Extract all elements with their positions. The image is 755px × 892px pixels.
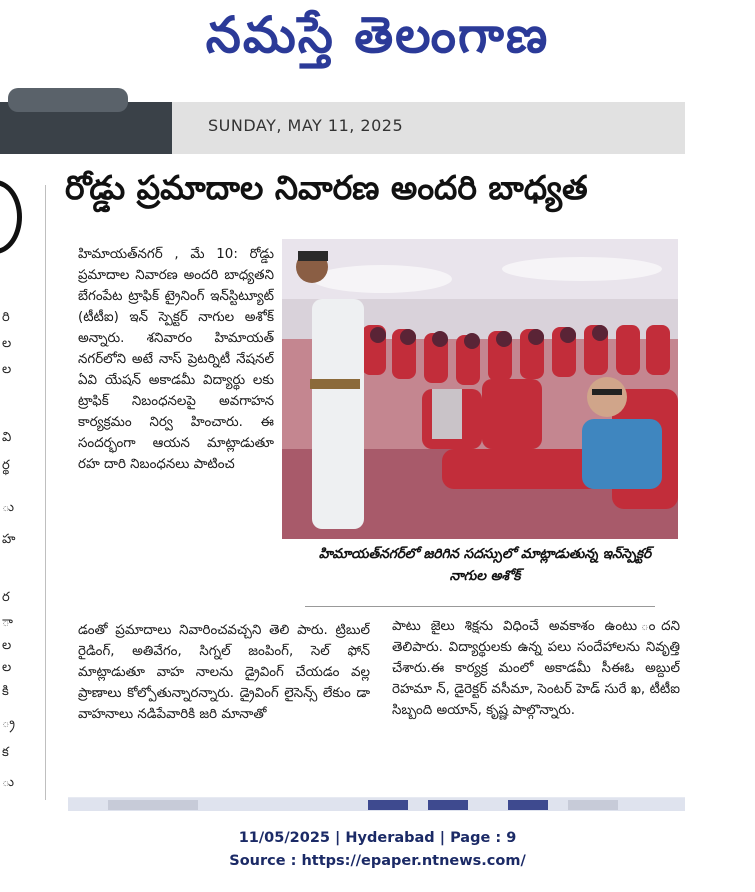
ad-strip-graphic (68, 798, 685, 811)
left-column-fragment (0, 160, 26, 810)
footer-edition-info: 11/05/2025 | Hyderabad | Page : 9 (238, 830, 517, 846)
photo-illustration (282, 239, 678, 539)
fragment: ర (2, 590, 10, 605)
article-column-1: హిమాయత్‌నగర్ , మే 10: రోడ్డు ప్రమాదాల నివారణ అందరి బాధ్యతని బేగంపేట ట్రాఫిక్ ట్రైనింగ్ ఇన్‌స్టిట్యూట్ (టీటీఐ) ఇన్ స్పెక్టర్ నాగుల అశోక్ అన్నారు. శనివారం హిమాయత్ నగర్‌లోని అటే నాస్ ప్రెటర్నిటీ నేషనల్ ఏవి యేషన్ అకాడమీ విద్యార్థు లకు ట్రాఫిక్ నిబంధనలపై అవగాహన కార్యక్రమం నిర్వ హించారు. ఈ సందర్భంగా ఆయన మాట్లాడుతూ రహ దారి నిబంధనలు పాటించ (78, 247, 274, 472)
article-photo (282, 239, 678, 539)
fragment: ్ర (2, 716, 15, 731)
newspaper-title: నమస్తే తెలంగాణ (205, 6, 550, 64)
date-band (172, 102, 685, 154)
dark-header-block (0, 102, 172, 154)
issue-date: SUNDAY, MAY 11, 2025 (208, 116, 404, 135)
fragment: హ (2, 532, 16, 547)
masthead (0, 0, 755, 100)
fragment: ల (2, 638, 12, 653)
fragment: ు (2, 500, 15, 515)
fragment: ల (2, 362, 12, 377)
fragment: వి (2, 430, 12, 445)
fragment: ల (2, 336, 12, 351)
fragment: ర్థ (2, 458, 10, 473)
caption-divider (305, 606, 655, 607)
fragment: కి (2, 684, 9, 699)
article-headline: రోడ్డు ప్రమాదాల నివారణ అందరి బాధ్యత (65, 168, 588, 207)
article-column-1-continued: డంతో ప్రమాదాలు నివారించవచ్చని తెలి పారు. ట్రిబుల్ రైడింగ్, అతివేగం, సిగ్నల్ జంపింగ్, సెల్ ఫోన్ మాట్లాడుతూ వాహ నాలను డ్రైవింగ్ చేయడం వల్ల ప్రాణాలు కోల్పోతున్నారన్నారు. డ్రైవింగ్ లైసెన్స్ లేకుం డా వాహనాలు నడిపేవారికి జరి మానాతో (78, 623, 370, 722)
article-column-2: పాటు జైలు శిక్షను విధించే అవకాశం ఉంటు ందని తెలిపారు. విద్యార్థులకు ఉన్న పలు సందేహాలను నివృత్తి చేశారు.ఈ కార్యక్ర మంలో అకాడమీ సీఈఓ అబ్దుల్ రెహమా న్, డైరెక్టర్ వసీమా, సెంటర్ హెడ్ సురే ఖ, టీటీఐ సిబ్బంది అయాన్, కృష్ణ పాల్గొన్నారు. (392, 619, 680, 718)
photo-caption: హిమాయత్‌నగర్‌లో జరిగిన సదస్సులో మాట్లాడుతున్న ఇన్‌స్పెక్టర్ నాగుల అశోక్ (318, 546, 652, 584)
fragment: క (2, 745, 9, 760)
fragment: ా (2, 615, 13, 630)
column-divider (45, 185, 46, 800)
ad-strip (68, 797, 685, 811)
circle-graphic (0, 180, 22, 254)
footer-source: Source : https://epaper.ntnews.com/ (229, 853, 526, 869)
fragment: ు (2, 775, 15, 790)
fragment: ల (2, 660, 12, 675)
ghost-shape (8, 88, 128, 112)
fragment: రి (2, 310, 10, 325)
